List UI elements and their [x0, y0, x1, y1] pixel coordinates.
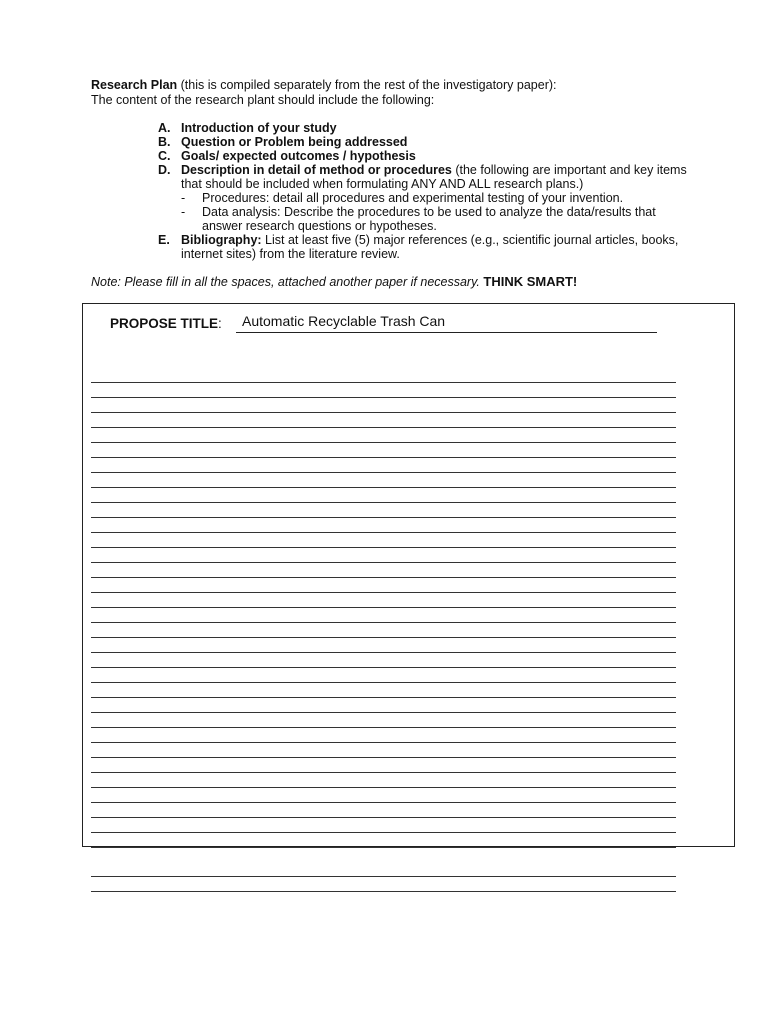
note-emphasis: THINK SMART!: [483, 274, 578, 289]
propose-title-field[interactable]: Automatic Recyclable Trash Can: [242, 313, 446, 329]
writing-line[interactable]: [91, 458, 676, 473]
writing-line[interactable]: [91, 428, 676, 443]
writing-line[interactable]: [91, 788, 676, 803]
sub-item-text: Data analysis: Describe the procedures to be used to analyze the data/results that answer research questions or hypotheses.: [202, 205, 656, 233]
sub-item-dash: -: [181, 205, 186, 219]
writing-line[interactable]: [91, 728, 676, 743]
writing-line[interactable]: [91, 833, 676, 848]
writing-line[interactable]: [91, 503, 676, 518]
propose-title-underline: [236, 332, 657, 333]
list-item-title: Goals/ expected outcomes / hypothesis: [181, 149, 416, 163]
sub-item-text: Procedures: detail all procedures and experimental testing of your invention.: [202, 191, 624, 205]
sub-item-dash: -: [181, 191, 186, 205]
writing-line[interactable]: [91, 488, 676, 503]
list-letter: C.: [158, 149, 171, 163]
list-item-title: Introduction of your study: [181, 121, 337, 135]
writing-line[interactable]: [91, 638, 676, 653]
sub-item-data-analysis: [158, 205, 688, 233]
writing-line[interactable]: [91, 608, 676, 623]
writing-line[interactable]: [91, 653, 676, 668]
list-letter: B.: [158, 135, 171, 149]
writing-line[interactable]: [91, 773, 676, 788]
writing-line[interactable]: [91, 473, 676, 488]
list-item-title: Question or Problem being addressed: [181, 135, 408, 149]
writing-line[interactable]: [91, 548, 676, 563]
writing-line[interactable]: [91, 533, 676, 548]
writing-line[interactable]: [91, 368, 676, 383]
research-plan-header: [91, 78, 691, 108]
list-item-text: List at least five (5) major references (e.g., scientific journal articles, books, internet sites) from the literature review.: [181, 233, 679, 261]
list-item-text: (the following are important and key items that should be included when formulating ANY AND ALL research plans.): [181, 163, 687, 191]
writing-line[interactable]: [91, 713, 676, 728]
list-item-e: [158, 233, 688, 261]
writing-line[interactable]: [91, 803, 676, 818]
header-title: Research Plan: [91, 78, 178, 92]
writing-line[interactable]: [91, 413, 676, 428]
list-item-title: Description in detail of method or procedures: [181, 163, 452, 177]
writing-line[interactable]: [91, 518, 676, 533]
writing-line[interactable]: [91, 623, 676, 638]
writing-line[interactable]: [91, 743, 676, 758]
list-letter: E.: [158, 233, 170, 247]
propose-title-text: PROPOSE TITLE: [110, 316, 219, 331]
writing-line[interactable]: [91, 818, 676, 833]
writing-line[interactable]: [91, 398, 676, 413]
writing-line[interactable]: [91, 862, 676, 877]
propose-title-label: [110, 316, 222, 331]
sub-item-procedures: [158, 191, 688, 205]
propose-title-colon: :: [218, 316, 222, 331]
writing-line[interactable]: [91, 578, 676, 593]
writing-line[interactable]: [91, 698, 676, 713]
writing-lines-below-box: [91, 862, 676, 892]
list-item-a: [158, 121, 688, 135]
note-line: [91, 274, 731, 290]
writing-line[interactable]: [91, 758, 676, 773]
writing-line[interactable]: [91, 443, 676, 458]
list-letter: A.: [158, 121, 171, 135]
list-letter: D.: [158, 163, 171, 177]
note-text: Note: Please fill in all the spaces, attached another paper if necessary.: [91, 275, 480, 289]
list-item-b: [158, 135, 688, 149]
header-title-note: (this is compiled separately from the rest of the investigatory paper):: [177, 78, 557, 92]
header-line-1: [91, 78, 691, 93]
writing-line[interactable]: [91, 383, 676, 398]
requirements-list: [158, 121, 688, 261]
writing-line[interactable]: [91, 683, 676, 698]
writing-lines-inside-box: [91, 368, 676, 848]
writing-line[interactable]: [91, 593, 676, 608]
list-item-d: [158, 163, 688, 191]
writing-line-short[interactable]: [91, 891, 174, 892]
list-item-title: Bibliography:: [181, 233, 262, 247]
header-line-2: The content of the research plant should include the following:: [91, 93, 435, 107]
writing-line[interactable]: [91, 563, 676, 578]
writing-line[interactable]: [91, 877, 676, 892]
writing-line[interactable]: [91, 668, 676, 683]
list-item-c: [158, 149, 688, 163]
